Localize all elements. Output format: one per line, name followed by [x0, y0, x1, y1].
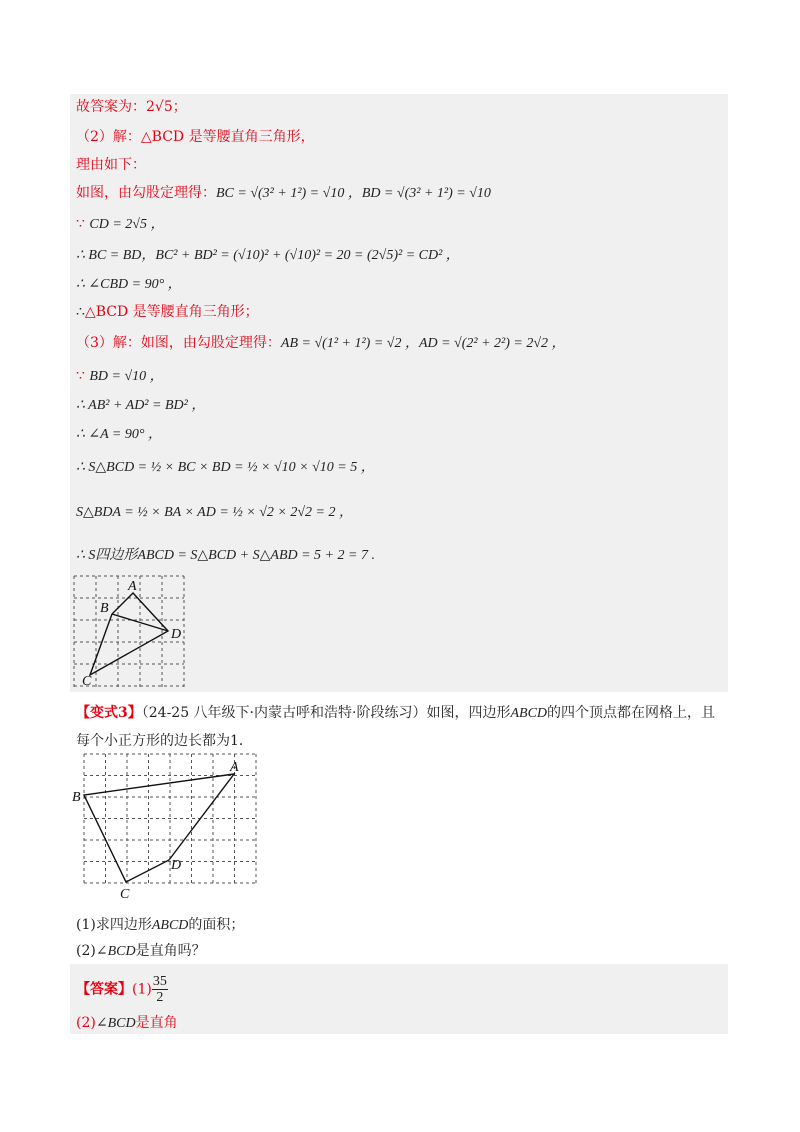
fig2-label-c: C [120, 887, 130, 902]
sol-line-4: 如图，由勾股定理得：BC = √(3² + 1²) = √10 ，BD = √(3² + 1²) = √10 [76, 185, 491, 201]
question-2: (2)∠BCD是直角吗？ [76, 943, 206, 959]
sol-line-9: （3）解：如图，由勾股定理得：AB = √(1² + 1²) = √2 ，AD = √(2² + 2²) = 2√2 ， [76, 335, 566, 351]
figure-1-grid [70, 572, 200, 692]
fig1-label-a: A [128, 579, 137, 594]
fig2-label-d: D [171, 858, 182, 873]
problem-line-1: 【变式3】（24-25 八年级下·内蒙古呼和浩特·阶段练习）如图，四边形ABCD的四个顶点都在网格上，且 [76, 705, 716, 721]
question-1: (1)求四边形ABCD的面积； [76, 917, 245, 933]
fig2-label-a: A [230, 760, 239, 775]
sol-line-15: ∴ S四边形ABCD = S△BCD + S△ABD = 5 + 2 = 7 . [76, 548, 375, 563]
sol-line-2: （2）解：△BCD 是等腰直角三角形， [76, 129, 315, 145]
sol-line-14: S△BDA = ½ × BA × AD = ½ × √2 × 2√2 = 2 ， [76, 505, 353, 520]
sol-line-7: ∴ ∠CBD = 90° ， [76, 277, 182, 292]
answer-line-2: (2)∠BCD是直角 [76, 1015, 178, 1031]
sol-line-11: ∴ AB² + AD² = BD² ， [76, 398, 206, 413]
fig1-label-c: C [82, 674, 92, 689]
sol-line-10: ∵ BD = √10 ， [76, 368, 164, 384]
sol-line-1: 故答案为：2√5； [76, 99, 187, 115]
sol-line-3: 理由如下： [76, 157, 146, 173]
sol-line-12: ∴ ∠A = 90° ， [76, 427, 162, 442]
sol-line-13: ∴ S△BCD = ½ × BC × BD = ½ × √10 × √10 = 5 ， [76, 460, 375, 475]
figure-2-grid [70, 752, 270, 902]
fig1-label-b: B [100, 601, 109, 616]
answer-fraction: $\frac{35}{2}$ [152, 974, 167, 1005]
sol-line-8: ∴△BCD 是等腰直角三角形； [76, 304, 259, 320]
sol-line-5: ∵ CD = 2√5 ， [76, 216, 165, 232]
fig2-label-b: B [72, 790, 81, 805]
problem-line-2: 每个小正方形的边长都为1． [76, 733, 253, 749]
answer-line-1: 【答案】(1) $\frac{35}{2}$ [76, 974, 167, 1005]
sol-line-6: ∴ BC = BD，BC² + BD² = (√10)² + (√10)² = 20 = (2√5)² = CD² ， [76, 248, 460, 263]
fig1-label-d: D [171, 627, 182, 642]
